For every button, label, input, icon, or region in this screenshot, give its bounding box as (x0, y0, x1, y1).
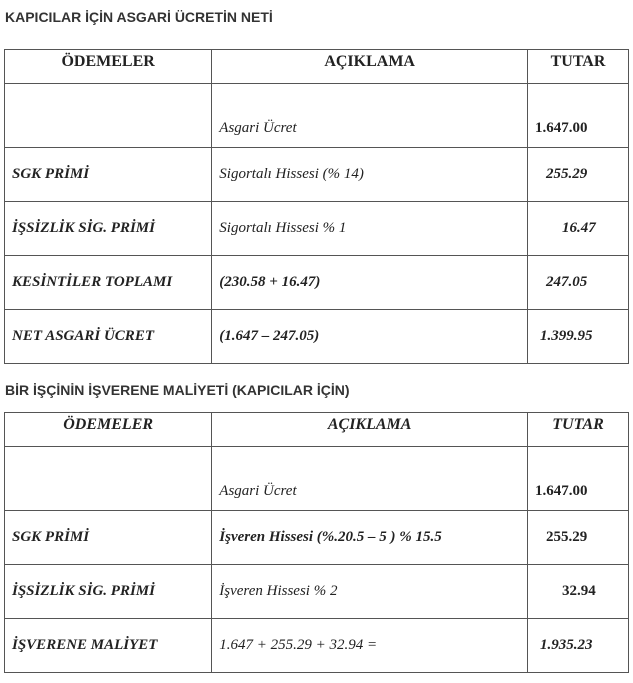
row-amount: 247.05 (528, 256, 629, 310)
table-row (5, 148, 629, 202)
section2-title: BİR İŞÇİNİN İŞVERENE MALİYETİ (KAPICILAR İÇİN) (5, 382, 350, 398)
row-amount: 32.94 (528, 565, 629, 619)
row-amount: 1.647.00 (528, 84, 629, 148)
table-header-row (5, 50, 629, 84)
row-amount: 1.647.00 (528, 447, 629, 511)
row-description: (230.58 + 16.47) (212, 256, 528, 310)
row-item (5, 84, 212, 148)
row-description: (1.647 – 247.05) (212, 310, 528, 364)
row-amount: 1.399.95 (528, 310, 629, 364)
row-amount: 1.935.23 (528, 619, 629, 673)
row-item: İŞSİZLİK SİG. PRİMİ (5, 565, 212, 619)
row-item: SGK PRİMİ (5, 511, 212, 565)
row-item: SGK PRİMİ (5, 148, 212, 202)
header-payments: ÖDEMELER (5, 50, 212, 84)
row-description: Asgari Ücret (212, 447, 528, 511)
row-item: KESİNTİLER TOPLAMI (5, 256, 212, 310)
table-row (5, 447, 629, 511)
table-row (5, 511, 629, 565)
table-row (5, 256, 629, 310)
net-wage-table (4, 49, 629, 364)
header-description: AÇIKLAMA (212, 413, 528, 447)
row-description: Sigortalı Hissesi (% 14) (212, 148, 528, 202)
table-row (5, 202, 629, 256)
row-item: İŞSİZLİK SİG. PRİMİ (5, 202, 212, 256)
row-description: İşveren Hissesi % 2 (212, 565, 528, 619)
table-row (5, 310, 629, 364)
row-amount: 255.29 (528, 511, 629, 565)
table-header-row (5, 413, 629, 447)
section1-title: KAPICILAR İÇİN ASGARİ ÜCRETİN NETİ (5, 9, 273, 25)
table-row (5, 565, 629, 619)
header-payments: ÖDEMELER (5, 413, 212, 447)
header-amount: TUTAR (528, 413, 629, 447)
row-item (5, 447, 212, 511)
header-amount: TUTAR (528, 50, 629, 84)
table-row (5, 619, 629, 673)
header-description: AÇIKLAMA (212, 50, 528, 84)
row-description: 1.647 + 255.29 + 32.94 = (212, 619, 528, 673)
row-description: Asgari Ücret (212, 84, 528, 148)
row-amount: 16.47 (528, 202, 629, 256)
row-item: NET ASGARİ ÜCRET (5, 310, 212, 364)
row-amount: 255.29 (528, 148, 629, 202)
row-item: İŞVERENE MALİYET (5, 619, 212, 673)
row-description: İşveren Hissesi (%.20.5 – 5 ) % 15.5 (212, 511, 528, 565)
employer-cost-table (4, 412, 629, 673)
table-row (5, 84, 629, 148)
row-description: Sigortalı Hissesi % 1 (212, 202, 528, 256)
